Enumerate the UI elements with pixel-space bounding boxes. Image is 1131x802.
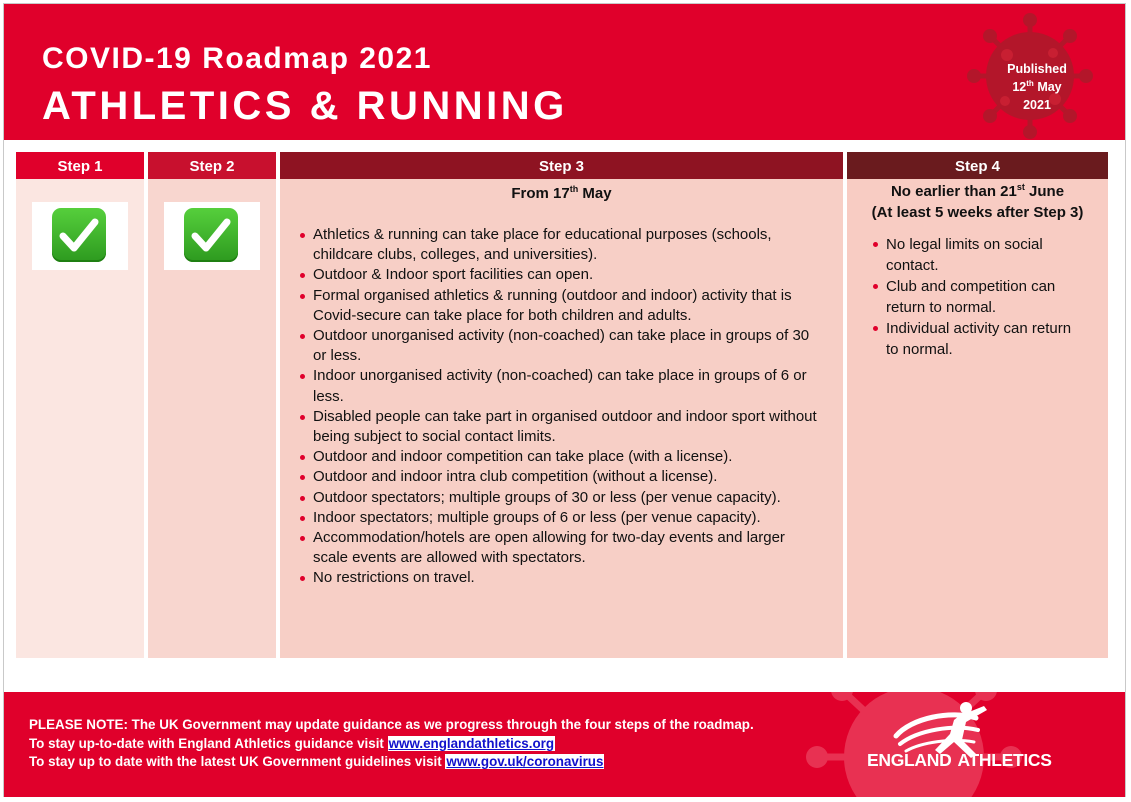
bullet-dot [300, 334, 305, 339]
footer-line-ea [29, 735, 754, 754]
list-item-text: Accommodation/hotels are open allowing for two-day events and larger scale events are allowed with spectators. [313, 529, 785, 567]
published-month: May [1037, 80, 1062, 94]
list-item [873, 234, 1073, 276]
footer-banner [4, 692, 1125, 797]
list-item [300, 225, 822, 265]
list-item [300, 265, 822, 285]
list-item [873, 276, 1073, 318]
list-item [300, 326, 822, 366]
step1-status [32, 202, 128, 270]
published-day-month [992, 78, 1082, 96]
bullet-dot [873, 284, 878, 289]
list-item-text: Indoor spectators; multiple groups of 6 or less (per venue capacity). [313, 508, 761, 526]
list-item-text: Disabled people can take part in organised outdoor and indoor sport without being subject to social contact limits. [313, 407, 817, 446]
step3-header: Step 3 [280, 152, 843, 179]
list-item [300, 528, 822, 568]
bullet-dot [300, 273, 305, 278]
list-item [300, 366, 822, 406]
list-item-text: Formal organised athletics & running (outdoor and indoor) activity that is Covid-secure can take place for both children and adults. [313, 286, 792, 324]
bullet-dot [300, 455, 305, 460]
bullet-dot [300, 475, 305, 480]
step1-body [16, 179, 144, 658]
step3-heading-month: May [578, 185, 612, 202]
footer-line-gov-text: To stay up to date with the latest UK Government guidelines visit [29, 754, 446, 769]
list-item-text: Indoor unorganised activity (non-coached) can take place in groups of 6 or less. [313, 367, 807, 405]
published-year: 2021 [1023, 98, 1051, 112]
step4-heading-line1 [847, 181, 1108, 202]
list-item-text: Athletics & running can take place for educational purposes (schools, childcare clubs, colleges, and universities). [313, 226, 772, 264]
step2-header: Step 2 [148, 152, 276, 179]
step4-heading [847, 179, 1108, 223]
bullet-dot [300, 536, 305, 541]
bullet-dot [873, 242, 878, 247]
check-mark-icon [52, 208, 106, 262]
list-item-text: Outdoor & Indoor sport facilities can open. [313, 266, 594, 284]
step3-heading-date: From 17 [511, 185, 570, 202]
step4-heading-month: June [1024, 183, 1065, 200]
footer-note: PLEASE NOTE: The UK Government may update guidance as we progress through the four steps of the roadmap. [29, 717, 754, 732]
published-day: 12 [1012, 80, 1027, 94]
step3-heading [280, 179, 843, 204]
list-item [300, 407, 822, 447]
list-item-text: Outdoor spectators; multiple groups of 30 or less (per venue capacity). [313, 488, 781, 506]
list-item [300, 447, 822, 467]
bullet-dot [300, 516, 305, 521]
step4-heading-suffix: st [1016, 182, 1025, 192]
published-day-suffix: th [1026, 78, 1034, 88]
step2-body [148, 179, 276, 658]
footer-line-gov [29, 753, 754, 772]
list-item [300, 467, 822, 487]
published-label: Published [1007, 62, 1067, 76]
step2-status [164, 202, 260, 270]
runner-logo-icon [856, 696, 1086, 786]
title-athletics-running: ATHLETICS & RUNNING [42, 84, 568, 128]
list-item [300, 488, 822, 508]
bullet-dot [300, 576, 305, 581]
logo-word-england: ENGLAND [867, 750, 952, 770]
step3-bullet-list [300, 225, 822, 589]
step3-column [280, 152, 843, 658]
step2-column [148, 152, 276, 658]
footer-line-ea-text: To stay up-to-date with England Athletics guidance visit [29, 735, 388, 751]
list-item-text: Outdoor unorganised activity (non-coached) can take place in groups of 30 or less. [313, 327, 810, 365]
logo-word-athletics: ATHLETICS [957, 750, 1052, 770]
step1-column [16, 152, 144, 658]
footer-text [29, 716, 754, 772]
englandathletics-link[interactable]: www.englandathletics.org [388, 735, 555, 751]
gov-coronavirus-link[interactable]: www.gov.uk/coronavirus [446, 754, 604, 769]
step4-column [847, 152, 1108, 658]
step4-heading-line2: (At least 5 weeks after Step 3) [871, 204, 1084, 221]
list-item [300, 508, 822, 528]
step1-header: Step 1 [16, 152, 144, 179]
bullet-dot [300, 496, 305, 501]
list-item-text: Outdoor and indoor intra club competition (without a license). [313, 468, 718, 486]
check-mark-icon [184, 208, 238, 262]
title-roadmap: COVID-19 Roadmap 2021 [42, 42, 432, 75]
bullet-dot [300, 415, 305, 420]
step4-bullet-list [873, 234, 1073, 360]
bullet-dot [300, 294, 305, 299]
list-item-text: Individual activity can return to normal. [886, 320, 1072, 358]
step3-body [280, 179, 843, 658]
step4-heading-date: No earlier than 21 [890, 183, 1017, 200]
bullet-dot [300, 233, 305, 238]
list-item [873, 318, 1073, 360]
list-item-text: Outdoor and indoor competition can take place (with a license). [313, 448, 733, 466]
list-item-text: No restrictions on travel. [313, 569, 475, 587]
england-athletics-wordmark [867, 750, 1052, 771]
header-banner [4, 4, 1125, 140]
list-item-text: No legal limits on social contact. [886, 236, 1043, 274]
list-item [300, 568, 822, 588]
list-item [300, 286, 822, 326]
bullet-dot [300, 374, 305, 379]
step3-heading-suffix: th [569, 184, 579, 194]
step4-body [847, 179, 1108, 658]
bullet-dot [873, 326, 878, 331]
step4-header: Step 4 [847, 152, 1108, 179]
published-date [992, 60, 1082, 114]
list-item-text: Club and competition can return to normal. [886, 278, 1056, 316]
